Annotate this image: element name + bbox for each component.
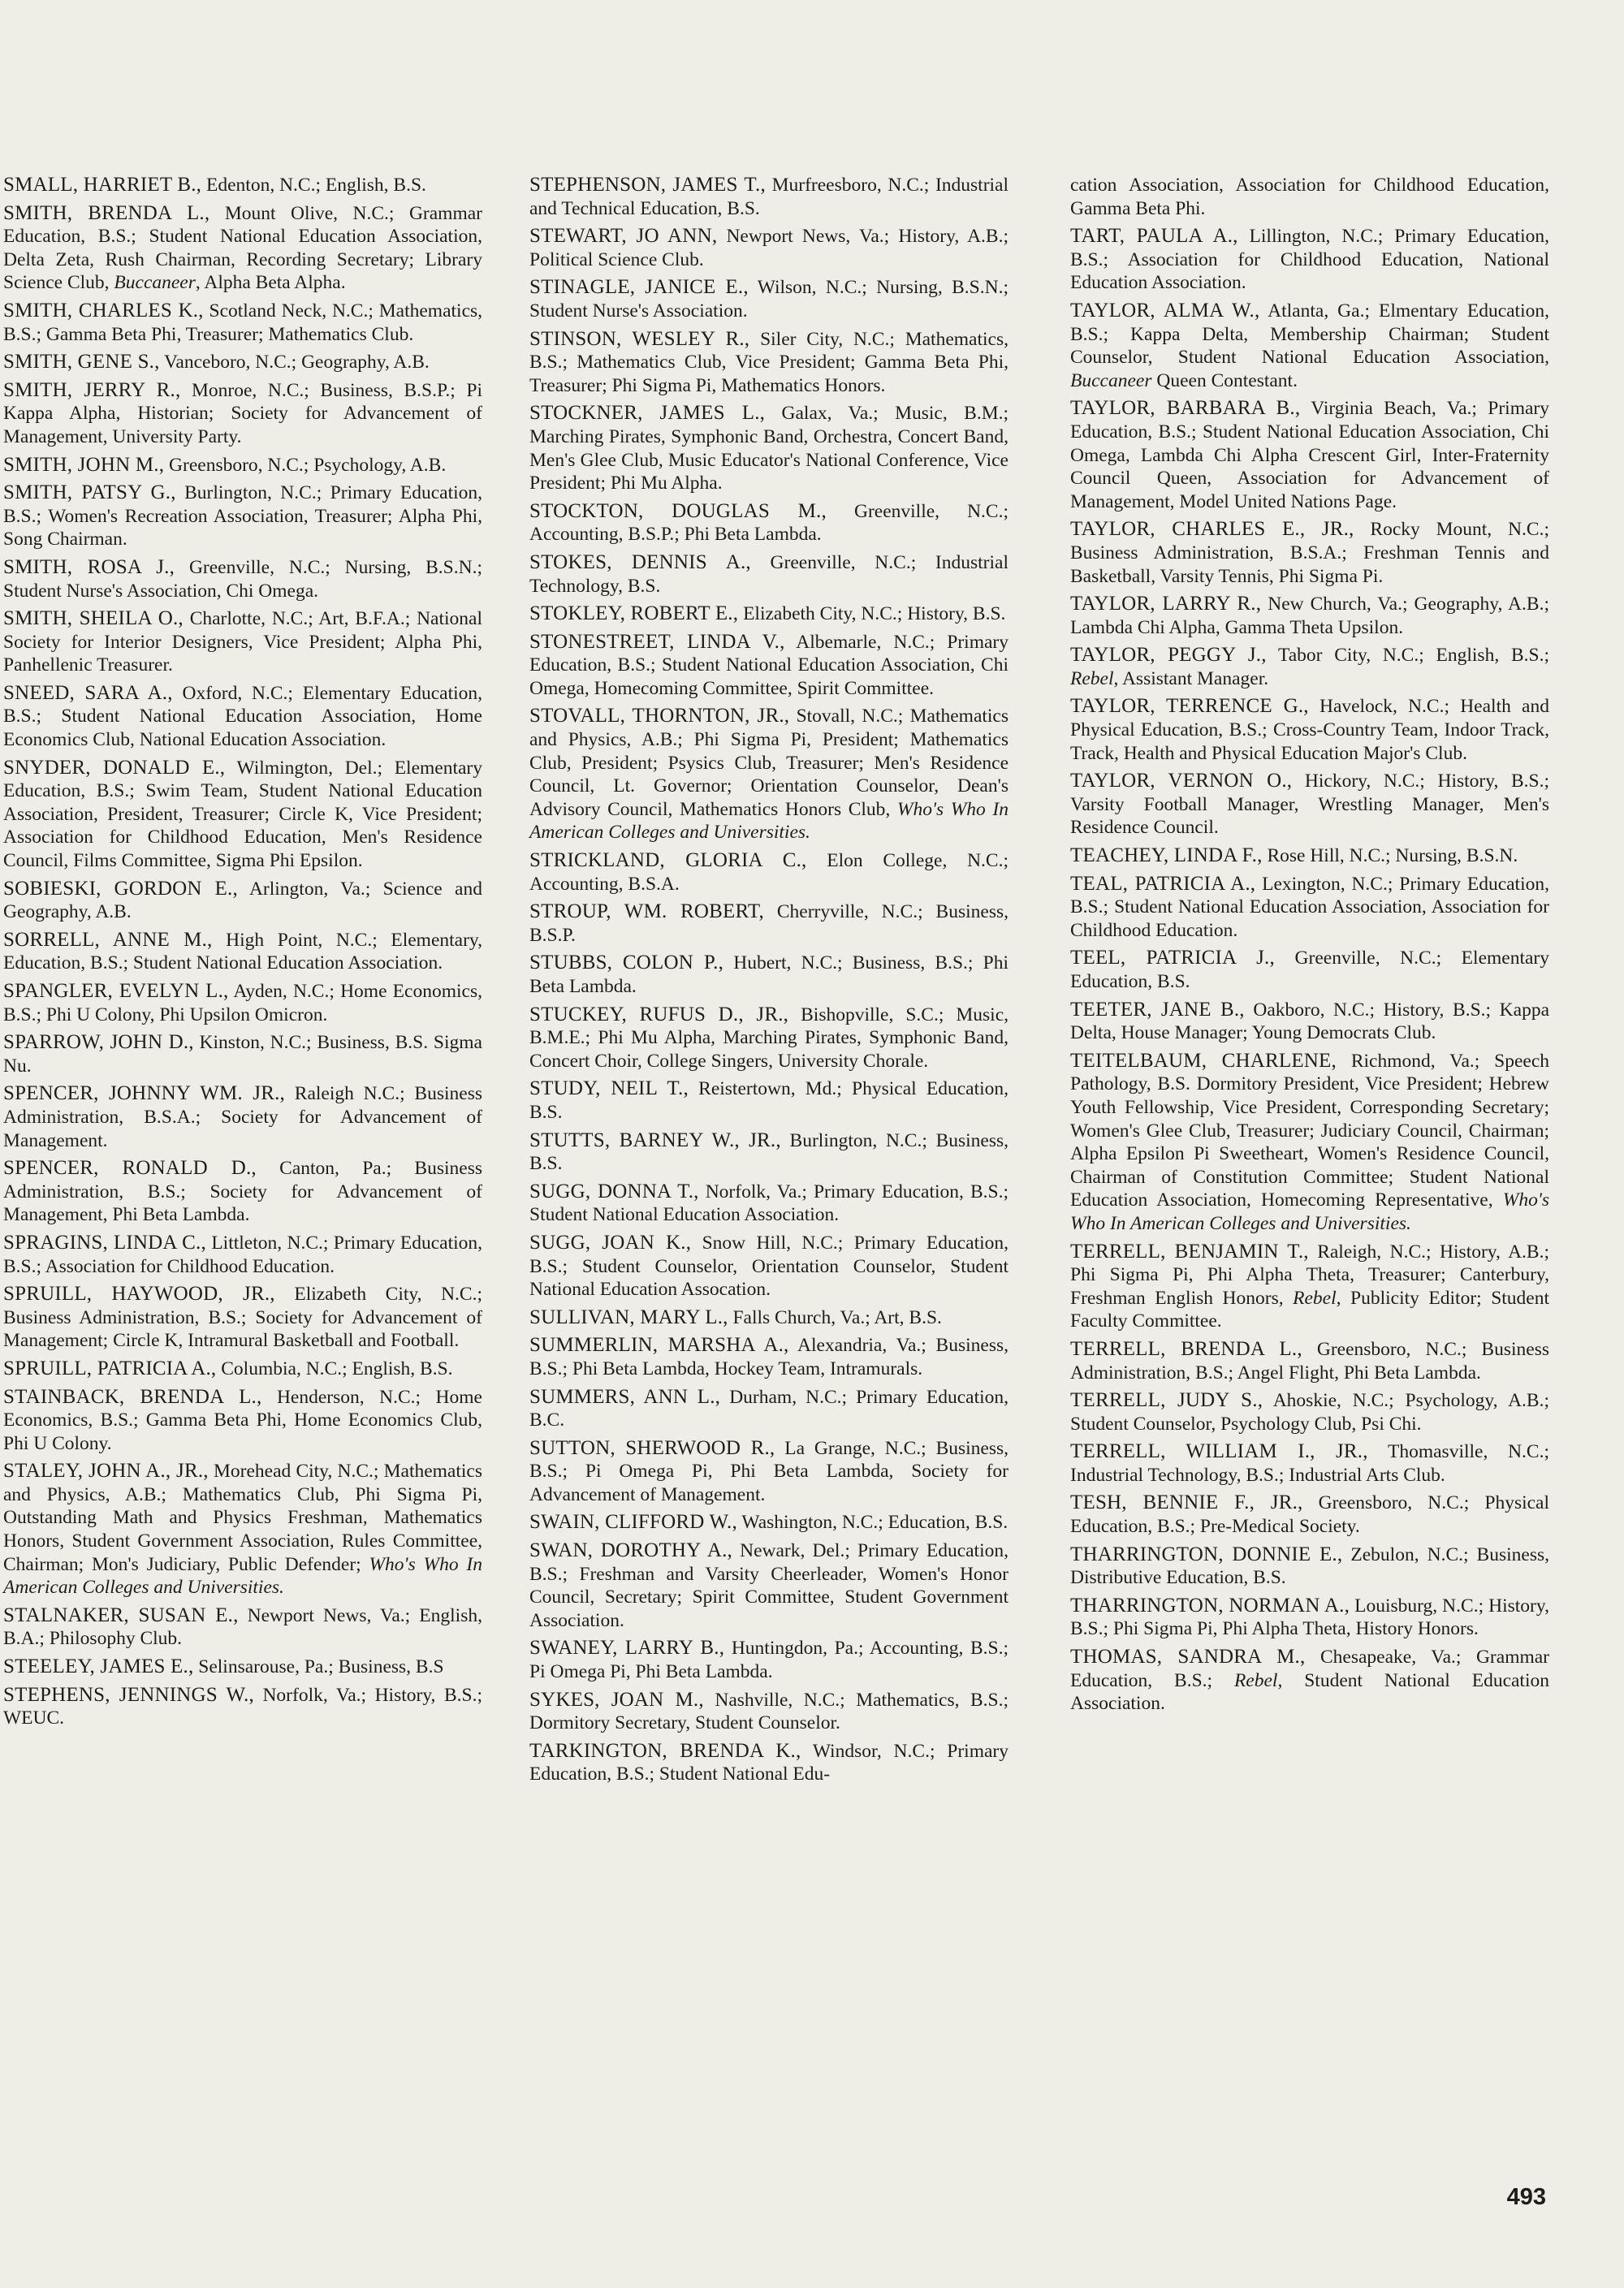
student-entry [3,607,482,677]
student-details: Murfreesboro, N.C.; Industrial and Technical Education, B.S. [529,175,1009,219]
student-name: TART, PAULA A., [1070,225,1238,248]
student-details: Charlotte, N.C.; Art, B.F.A.; National Society for Interior Designers, Vice President; Alpha Phi, Panhellenic Treasurer. [3,608,482,676]
student-entry [3,481,482,551]
student-entry [1070,593,1549,639]
student-details: Wilson, N.C.; Nursing, B.S.N.; Student Nurse's Association. [529,277,1009,322]
student-details: Stovall, N.C.; Mathematics and Physics, A.B.; Phi Sigma Pi, President; Mathematics Club, President; Psysics Club, Treasurer; Men's Residence Council, Lt. Governor; Orientation Counselor, Dean's Advisory Council, Mathematics Honors Club, Who's Who In American Colleges and Universities. [529,706,1009,844]
student-name: TARKINGTON, BRENDA K., [529,1739,801,1762]
student-name: STEWART, JO ANN, [529,225,718,248]
student-entry [3,1358,482,1381]
student-details: Albemarle, N.C.; Primary Education, B.S.; Student National Education Association, Chi Omega, Homecoming Committee, Spirit Committee. [529,631,1009,699]
student-name: SUGG, DONNA T., [529,1180,699,1202]
student-details: Siler City, N.C.; Mathematics, B.S.; Mathematics Club, Vice President; Gamma Beta Phi, Treasurer; Phi Sigma Pi, Mathematics Honors. [529,328,1009,396]
student-details: Thomasville, N.C.; Industrial Technology, B.S.; Industrial Arts Club. [1070,1441,1550,1486]
student-entry [3,1031,482,1077]
student-name: TESH, BENNIE F., JR., [1070,1492,1303,1514]
student-details: Greenville, N.C.; Elementary Education, B.S. [1070,948,1549,992]
student-details: Richmond, Va.; Speech Pathology, B.S. Dormitory President, Vice President; Hebrew Youth Fellowship, Vice President, Corresponding Secretary; Women's Glee Club, Treasurer; Judiciary Council, Chairman; Alpha Epsilon Pi Sweetheart, Women's Residence Council, Chairman of Constitution Committee; Student National Education Association, Homecoming Representative, Who's Who In American Colleges and Universities. [1070,1050,1550,1234]
student-entry [3,878,482,924]
student-details: Edenton, N.C.; English, B.S. [206,175,426,196]
student-entry [529,900,1009,947]
student-entry [529,1077,1009,1124]
student-entry [529,1637,1009,1683]
student-details: La Grange, N.C.; Business, B.S.; Pi Omega Pi, Phi Beta Lambda, Society for Advancement of Management. [529,1437,1009,1505]
student-name: STUDY, NEIL T., [529,1077,689,1100]
student-name: STOVALL, THORNTON, JR., [529,705,790,727]
student-entry [3,1604,482,1651]
student-entry [3,1232,482,1278]
student-name: STINAGLE, JANICE E., [529,276,749,299]
student-entry [1070,695,1549,765]
student-name: SUMMERLIN, MARSHA A., [529,1334,789,1357]
student-name: SORRELL, ANNE M., [3,928,213,951]
student-details: Mount Olive, N.C.; Grammar Education, B.S.; Student National Education Association, Delta Zeta, Rush Chairman, Recording Secretary; Library Science Club, Buccaneer, Alpha Beta Alpha. [3,202,482,294]
student-entry [1070,397,1549,513]
student-name: SULLIVAN, MARY L., [529,1306,728,1328]
student-entry [3,1082,482,1152]
student-entry [529,1511,1009,1535]
student-entry [529,500,1009,546]
page-number: 493 [1506,2184,1546,2210]
student-details: Norfolk, Va.; Primary Education, B.S.; Student National Education Association. [529,1181,1009,1226]
student-details: Canton, Pa.; Business Administration, B.S.; Society for Advancement of Management, Phi Beta Lambda. [3,1158,482,1226]
student-details: Vanceboro, N.C.; Geography, A.B. [164,352,430,373]
student-entry [529,225,1009,271]
student-name: SOBIESKI, GORDON E., [3,877,238,900]
student-details: Louisburg, N.C.; History, B.S.; Phi Sigma Pi, Phi Alpha Theta, History Honors. [1070,1595,1549,1640]
student-name: TERRELL, WILLIAM I., JR., [1070,1440,1368,1463]
student-entry [1070,518,1549,588]
student-name: STRICKLAND, GLORIA C., [529,849,807,872]
student-details: Nashville, N.C.; Mathematics, B.S.; Dormitory Secretary, Student Counselor. [529,1689,1009,1734]
student-details: Lexington, N.C.; Primary Education, B.S.; Student National Education Association, Association for Childhood Education. [1070,873,1549,941]
student-entry [3,929,482,975]
student-name: THARRINGTON, DONNIE E., [1070,1543,1343,1565]
student-name: SWANEY, LARRY B., [529,1637,725,1660]
student-entry [529,631,1009,701]
student-name: STALNAKER, SUSAN E., [3,1604,239,1626]
student-name: TAYLOR, LARRY R., [1070,593,1262,615]
student-entry [529,1181,1009,1227]
student-entry [3,556,482,602]
student-name: SUGG, JOAN K., [529,1231,692,1254]
student-name: SUTTON, SHERWOOD R., [529,1436,775,1459]
student-name: SMITH, JERRY R., [3,378,181,401]
student-name: STOKES, DENNIS A., [529,550,751,573]
column-3 [1070,174,1549,1720]
student-name: SMITH, JOHN M., [3,453,165,476]
student-name: SMITH, GENE S., [3,351,160,373]
student-name: TEACHEY, LINDA F., [1070,844,1263,867]
student-details: Oxford, N.C.; Elementary Education, B.S.; Student National Education Association, Home Economics Club, National Education Association. [3,682,483,751]
student-details: Greensboro, N.C.; Physical Education, B.S.; Pre-Medical Society. [1070,1492,1550,1538]
student-name: SPANGLER, EVELYN L., [3,980,229,1002]
student-name: SPARROW, JOHN D., [3,1031,194,1054]
student-details: Norfolk, Va.; History, B.S.; WEUC. [3,1684,482,1729]
student-entry [529,174,1009,220]
student-details: Henderson, N.C.; Home Economics, B.S.; Gamma Beta Phi, Home Economics Club, Phi U Colony. [3,1386,482,1454]
student-details: Havelock, N.C.; Health and Physical Education, B.S.; Cross-Country Team, Indoor Track, Track, Health and Physical Education Major's Club. [1070,696,1549,764]
student-entry [3,300,482,346]
student-details: Oakboro, N.C.; History, B.S.; Kappa Delta, House Manager; Young Democrats Club. [1070,999,1550,1044]
student-entry [529,1386,1009,1432]
student-name: TERRELL, BRENDA L., [1070,1337,1302,1360]
student-details: Alexandria, Va.; Business, B.S.; Phi Beta Lambda, Hockey Team, Intramurals. [529,1335,1009,1379]
student-details: Virginia Beach, Va.; Primary Education, B.S.; Student National Education Association, Chi Omega, Lambda Chi Alpha Crescent Girl, Inter-Fraternity Council Queen, Association for Advancement of Management, Model United Nations Page. [1070,398,1549,512]
student-entry [1070,1050,1549,1236]
student-entry [3,379,482,449]
student-details: Raleigh N.C.; Business Administration, B.S.A.; Society for Advancement of Management. [3,1083,482,1151]
student-name: SPENCER, RONALD D., [3,1157,257,1180]
student-entry [3,1283,482,1353]
student-entry [1070,1492,1549,1538]
student-name: TAYLOR, ALMA W., [1070,299,1260,322]
student-details: Tabor City, N.C.; English, B.S.; Rebel, Assistant Manager. [1070,645,1549,689]
student-entry [529,1539,1009,1632]
student-entry [1070,1338,1549,1384]
student-details: Greensboro, N.C.; Business Administration, B.S.; Angel Flight, Phi Beta Lambda. [1070,1338,1549,1384]
student-name: TERRELL, BENJAMIN T., [1070,1240,1309,1263]
student-details: Windsor, N.C.; Primary Education, B.S.; Student National Edu- [529,1740,1009,1785]
student-name: SYKES, JOAN M., [529,1688,704,1711]
student-name: STUCKEY, RUFUS D., JR., [529,1003,789,1025]
student-details: Greenville, N.C.; Accounting, B.S.P.; Phi Beta Lambda. [529,500,1009,546]
student-entry [3,351,482,374]
student-details: Newport News, Va.; English, B.A.; Philosophy Club. [3,1604,482,1650]
student-entry [529,952,1009,998]
student-name: TAYLOR, BARBARA B., [1070,397,1301,420]
student-entry [529,1232,1009,1302]
student-details: Chesapeake, Va.; Grammar Education, B.S.; Rebel, Student National Education Association. [1070,1647,1550,1715]
student-details: Rocky Mount, N.C.; Business Administration, B.S.A.; Freshman Tennis and Basketball, Varsity Tennis, Phi Sigma Pi. [1070,519,1549,587]
student-name: SMALL, HARRIET B., [3,174,202,196]
student-entry [529,1004,1009,1073]
student-details: Morehead City, N.C.; Mathematics and Physics, A.B.; Mathematics Club, Phi Sigma Pi, Outstanding Math and Physics Freshman, Mathematics Honors, Student Government Association, Rules Committee, Chairman; Mon's Judiciary, Public Defender; Who's Who In American Colleges and Universities. [3,1461,482,1599]
student-entry [1070,873,1549,943]
student-name: STONESTREET, LINDA V., [529,630,785,653]
student-details: Newport News, Va.; History, A.B.; Political Science Club. [529,226,1009,270]
student-name: SMITH, CHARLES K., [3,299,204,322]
student-details: Hubert, N.C.; Business, B.S.; Phi Beta Lambda. [529,952,1009,997]
student-details: cation Association, Association for Childhood Education, Gamma Beta Phi. [1070,175,1549,219]
student-name: TEAL, PATRICIA A., [1070,872,1256,895]
student-entry [1070,225,1549,295]
student-name: SWAN, DOROTHY A., [529,1539,732,1562]
student-details: Ayden, N.C.; Home Economics, B.S.; Phi U Colony, Phi Upsilon Omicron. [3,981,482,1025]
student-name: STOCKTON, DOUGLAS M., [529,499,827,522]
student-name: SPENCER, JOHNNY WM. JR., [3,1082,285,1105]
student-name: SPRUILL, PATRICIA A., [3,1357,217,1379]
student-entry [529,551,1009,598]
student-name: SNYDER, DONALD E., [3,756,226,779]
student-details: Zebulon, N.C.; Business, Distributive Education, B.S. [1070,1543,1549,1589]
student-entry [529,1740,1009,1786]
student-details: Falls Church, Va.; Art, B.S. [732,1306,942,1328]
student-details: Cherryville, N.C.; Business, B.S.P. [529,901,1009,946]
student-entry [529,328,1009,398]
student-name: STEPHENSON, JAMES T., [529,174,766,196]
student-name: SMITH, PATSY G., [3,481,176,504]
student-entry [3,1684,482,1730]
student-name: STEELEY, JAMES E., [3,1656,194,1678]
student-entry [529,1689,1009,1735]
student-name: STROUP, WM. ROBERT, [529,900,764,923]
student-details: Selinsarouse, Pa.; Business, B.S [198,1656,444,1678]
student-name: TAYLOR, PEGGY J., [1070,644,1267,667]
student-name: STUBBS, COLON P., [529,952,724,974]
student-entry [3,757,482,873]
student-details: Burlington, N.C.; Business, B.S. [529,1129,1009,1175]
student-details: Hickory, N.C.; History, B.S.; Varsity Football Manager, Wrestling Manager, Men's Residence Council. [1070,771,1550,839]
student-details: New Church, Va.; Geography, A.B.; Lambda Chi Alpha, Gamma Theta Upsilon. [1070,594,1549,638]
student-name: SMITH, SHEILA O., [3,607,184,630]
student-details: Greenville, N.C.; Industrial Technology, B.S. [529,551,1009,597]
student-name: STEPHENS, JENNINGS W., [3,1683,254,1706]
student-details: Durham, N.C.; Primary Education, B.C. [529,1386,1009,1431]
student-name: TERRELL, JUDY S., [1070,1389,1263,1412]
student-name: TAYLOR, TERRENCE G., [1070,695,1309,718]
student-entry [1070,999,1549,1045]
student-name: SPRUILL, HAYWOOD, JR., [3,1283,275,1306]
student-entry [1070,1595,1549,1641]
student-entry [1070,1440,1549,1487]
student-entry [3,1157,482,1227]
student-entry [3,1386,482,1456]
student-details: Elizabeth City, N.C.; Business Administration, B.S.; Society for Advancement of Management; Circle K, Intramural Basketball and Football. [3,1284,482,1352]
student-details: Bishopville, S.C.; Music, B.M.E.; Phi Mu Alpha, Marching Pirates, Symphonic Band, Concert Choir, College Singers, University Chorale. [529,1004,1009,1072]
student-details: Reistertown, Md.; Physical Education, B.S. [529,1078,1009,1123]
student-entry [529,602,1009,626]
student-details: Rose Hill, N.C.; Nursing, B.S.N. [1267,845,1518,867]
student-name: TAYLOR, VERNON O., [1070,770,1293,792]
student-entry [529,1129,1009,1176]
student-details: Lillington, N.C.; Primary Education, B.S.; Association for Childhood Education, National Education Association. [1070,226,1549,294]
student-details: Washington, N.C.; Education, B.S. [741,1512,1009,1534]
student-details: Greensboro, N.C.; Psychology, A.B. [169,454,447,476]
student-details: Ahoskie, N.C.; Psychology, A.B.; Student Counselor, Psychology Club, Psi Chi. [1070,1390,1549,1435]
student-details: Burlington, N.C.; Primary Education, B.S.; Women's Recreation Association, Treasurer; Alpha Phi, Song Chairman. [3,482,483,550]
student-name: STOCKNER, JAMES L., [529,402,766,425]
student-name: STAINBACK, BRENDA L., [3,1385,262,1408]
column-2 [529,174,1009,1791]
student-entry [3,682,482,752]
student-entry [1070,1543,1549,1590]
student-details: Galax, Va.; Music, B.M.; Marching Pirates, Symphonic Band, Orchestra, Concert Band, Men's Glee Club, Music Educator's National Conference, Vice President; Phi Mu Alpha. [529,403,1009,494]
student-name: SPRAGINS, LINDA C., [3,1231,206,1254]
student-entry [529,1437,1009,1507]
student-name: SUMMERS, ANN L., [529,1385,721,1408]
student-entry [3,1656,482,1679]
student-name: THARRINGTON, NORMAN A., [1070,1594,1350,1617]
student-entry [1070,300,1549,392]
student-entry [1070,770,1549,840]
student-name: SNEED, SARA A., [3,681,173,704]
student-details: Newark, Del.; Primary Education, B.S.; Freshman and Varsity Cheerleader, Women's Honor Council, Secretary; Spirit Committee, Student Government Association. [529,1540,1009,1631]
student-entry [1070,1389,1549,1435]
student-entry [1070,1241,1549,1333]
student-entry [529,1334,1009,1380]
student-details: Arlington, Va.; Science and Geography, A.B. [3,878,482,923]
student-entry [1070,1646,1549,1716]
student-name: STALEY, JOHN A., JR., [3,1460,209,1483]
student-details: Elizabeth City, N.C.; History, B.S. [743,603,1006,625]
student-entry [529,1306,1009,1330]
student-entry [3,202,482,295]
column-1 [3,174,482,1735]
student-name: STUTTS, BARNEY W., JR., [529,1129,781,1151]
student-details: Greenville, N.C.; Nursing, B.S.N.; Student Nurse's Association, Chi Omega. [3,556,482,602]
student-details: Huntingdon, Pa.; Accounting, B.S.; Pi Omega Pi, Phi Beta Lambda. [529,1638,1009,1683]
student-details: Wilmington, Del.; Elementary Education, B.S.; Swim Team, Student National Education Association, President, Treasurer; Circle K, Vice President; Association for Childhood Education, Men's Residence Council, Films Committee, Sigma Phi Epsilon. [3,757,482,872]
student-entry [529,276,1009,322]
student-entry [529,402,1009,494]
student-entry [1070,947,1549,993]
student-name: STINSON, WESLEY R., [529,327,750,350]
student-name: SMITH, BRENDA L., [3,201,210,224]
student-entry [1070,844,1549,868]
student-details: Kinston, N.C.; Business, B.S. Sigma Nu. [3,1032,482,1077]
student-details: Snow Hill, N.C.; Primary Education, B.S.; Student Counselor, Orientation Counselor, Student National Education Assocation. [529,1232,1009,1301]
student-entry [3,174,482,197]
student-name: TEEL, PATRICIA J., [1070,947,1275,969]
student-entry [529,705,1009,844]
student-details: Elon College, N.C.; Accounting, B.S.A. [529,850,1009,895]
student-name: STOKLEY, ROBERT E., [529,602,739,625]
student-name: TEITELBAUM, CHARLENE, [1070,1049,1337,1072]
student-entry [3,454,482,477]
student-details: Atlanta, Ga.; Elmentary Education, B.S.; Kappa Delta, Membership Chairman; Student Counselor, Student National Education Association, Buccaneer Queen Contestant. [1070,300,1549,391]
student-details: Littleton, N.C.; Primary Education, B.S.; Association for Childhood Education. [3,1232,483,1277]
student-entry [1070,174,1549,220]
student-details: Columbia, N.C.; English, B.S. [221,1358,453,1379]
student-name: THOMAS, SANDRA M., [1070,1646,1306,1669]
student-details: Monroe, N.C.; Business, B.S.P.; Pi Kappa Alpha, Historian; Society for Advancement of Management, University Party. [3,379,482,447]
student-name: TAYLOR, CHARLES E., JR., [1070,518,1354,541]
student-entry [3,1460,482,1599]
student-entry [529,849,1009,896]
student-details: Raleigh, N.C.; History, A.B.; Phi Sigma Pi, Phi Alpha Theta, Treasurer; Canterbury, Freshman English Honors, Rebel, Publicity Editor; Student Faculty Committee. [1070,1241,1550,1332]
student-name: SWAIN, CLIFFORD W., [529,1511,737,1534]
student-name: SMITH, ROSA J., [3,555,175,578]
student-name: TEETER, JANE B., [1070,998,1245,1021]
student-details: Scotland Neck, N.C.; Mathematics, B.S.; Gamma Beta Phi, Treasurer; Mathematics Club. [3,300,483,345]
student-entry [3,980,482,1026]
student-details: High Point, N.C.; Elementary, Education, B.S.; Student National Education Association. [3,929,483,974]
student-entry [1070,644,1549,690]
